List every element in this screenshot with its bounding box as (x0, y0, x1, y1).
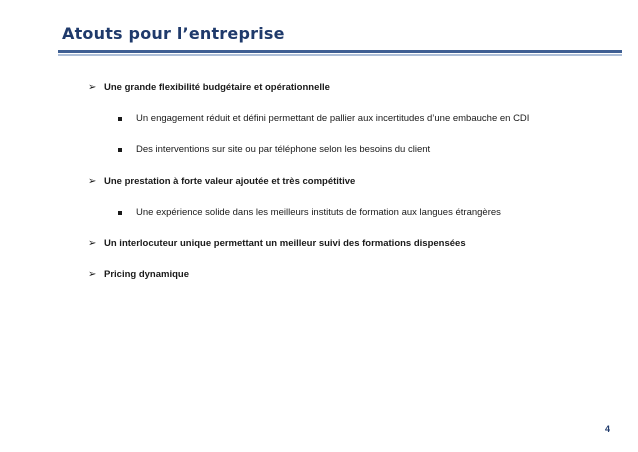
slide-title: Atouts pour l’entreprise (62, 24, 285, 43)
arrowhead-bullet-icon: ➢ (88, 238, 97, 249)
bullet-text: Pricing dynamique (104, 269, 189, 280)
bullet-text: Une prestation à forte valeur ajoutée et très compétitive (104, 176, 356, 187)
square-bullet-icon (118, 148, 122, 152)
title-underline-shadow (58, 54, 622, 56)
subbullet-text: Un engagement réduit et défini permettant de pallier aux incertitudes d’une embauche en CDI (136, 113, 530, 124)
subbullet-text: Une expérience solide dans les meilleurs instituts de formation aux langues étrangères (136, 207, 501, 218)
arrowhead-bullet-icon: ➢ (88, 269, 97, 280)
square-bullet-icon (118, 117, 122, 121)
square-bullet-icon (118, 211, 122, 215)
title-underline (58, 50, 622, 53)
subbullet-text: Des interventions sur site ou par téléphone selon les besoins du client (136, 144, 431, 155)
bullet-text: Une grande flexibilité budgétaire et opérationnelle (104, 82, 330, 93)
arrowhead-bullet-icon: ➢ (88, 82, 97, 93)
page-number: 4 (604, 424, 610, 434)
arrowhead-bullet-icon: ➢ (88, 176, 97, 187)
bullet-text: Un interlocuteur unique permettant un meilleur suivi des formations dispensées (104, 238, 466, 249)
